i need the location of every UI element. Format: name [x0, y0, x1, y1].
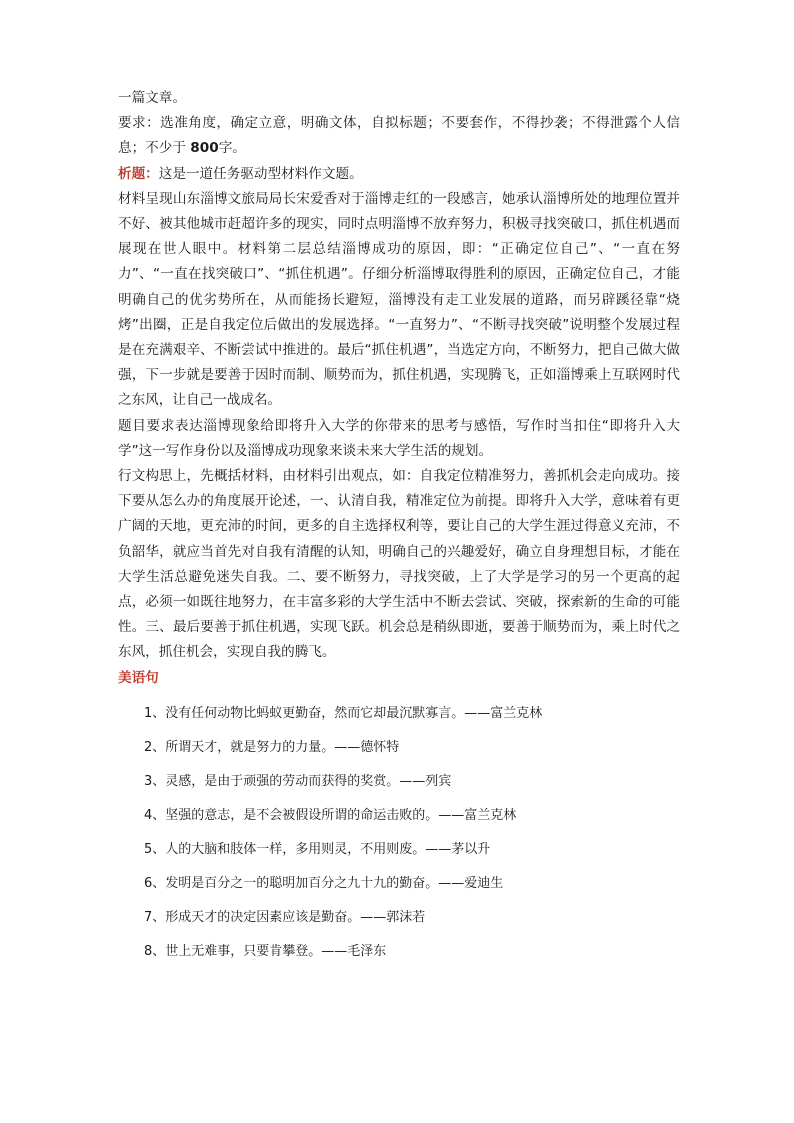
quote-item: 4、坚强的意志，是不会被假设所谓的命运击败的。——富兰克林	[144, 807, 517, 823]
quote-item: 7、形成天才的决定因素应该是勤奋。——郭沫若	[144, 909, 426, 925]
quote-item: 2、所谓天才，就是努力的力量。——德怀特	[144, 739, 400, 755]
document-page	[118, 86, 680, 969]
requirements-text: 要求：选准角度，确定立意，明确文体，自拟标题；不要套作，不得抄袭；不得泄露个人信息；不少于	[118, 115, 680, 157]
analysis-line	[118, 162, 680, 187]
analysis-summary: 这是一道任务驱动型材料作文题。	[158, 165, 363, 182]
requirements	[118, 111, 680, 161]
analysis-label: 析题：	[118, 165, 159, 182]
requirements-suffix: 字。	[218, 140, 246, 157]
quote-item: 5、人的大脑和肢体一样，多用则灵，不用则废。——茅以升	[144, 841, 491, 857]
quote-item: 3、灵感，是由于顽强的劳动而获得的奖赏。——列宾	[144, 773, 452, 789]
intro-line: 一篇文章。	[118, 90, 186, 106]
quotes-title: 美语句	[118, 669, 159, 686]
word-count: 800	[190, 140, 219, 157]
paragraph-task: 题目要求表达淄博现象给即将升入大学的你带来的思考与感悟，写作时当扣住“即将升入大学”这一写作身份以及淄博成功现象来谈未来大学生活的规划。	[118, 417, 680, 459]
paragraph-structure: 行文构思上，先概括材料，由材料引出观点，如：自我定位精准努力，善抓机会走向成功。接下要从怎么办的角度展开论述，一、认清自我，精准定位为前提。即将升入大学，意味着有更广阔的天地，更充沛的时间，更多的自主选择权利等，要让自己的大学生涯过得意义充沛，不负韶华，就应当首先对自我有清醒的认知，明确自己的兴趣爱好，确立自身理想目标，才能在大学生活总避免迷失自我。二、要不断努力，寻找突破，上了大学是学习的另一个更高的起点，必须一如既往地努力，在丰富多彩的大学生活中不断去尝试、突破，探索新的生命的可能性。三、最后要善于抓住机遇，实现飞跃。机会总是稍纵即逝，要善于顺势而为，乘上时代之东风，抓住机会，实现自我的腾飞。	[118, 468, 680, 661]
quote-item: 8、世上无难事，只要肯攀登。——毛泽东	[144, 943, 387, 959]
quote-item: 1、没有任何动物比蚂蚁更勤奋，然而它却最沉默寡言。——富兰克林	[144, 705, 543, 721]
quotes-list	[118, 697, 680, 969]
quote-item: 6、发明是百分之一的聪明加百分之九十九的勤奋。——爱迪生	[144, 875, 504, 891]
paragraph-material: 材料呈现山东淄博文旅局局长宋爱香对于淄博走红的一段感言，她承认淄博所处的地理位置并不好、被其他城市赶超许多的现实，同时点明淄博不放弃努力，积极寻找突破口，抓住机遇而展现在世人眼中。材料第二层总结淄博成功的原因，即：“正确定位自己”、“一直在努力”、“一直在找突破口”、“抓住机遇”。仔细分析淄博取得胜利的原因，正确定位自己，才能明确自己的优劣势所在，从而能扬长避短，淄博没有走工业发展的道路，而另辟蹊径靠“烧烤”出圈，正是自我定位后做出的发展选择。“一直努力”、“不断寻找突破”说明整个发展过程是在充满艰辛、不断尝试中推进的。最后“抓住机遇”，当选定方向，不断努力，把自己做大做强，下一步就是要善于因时而制、顺势而为，抓住机遇，实现腾飞，正如淄博乘上互联网时代之东风，让自己一战成名。	[118, 190, 680, 409]
